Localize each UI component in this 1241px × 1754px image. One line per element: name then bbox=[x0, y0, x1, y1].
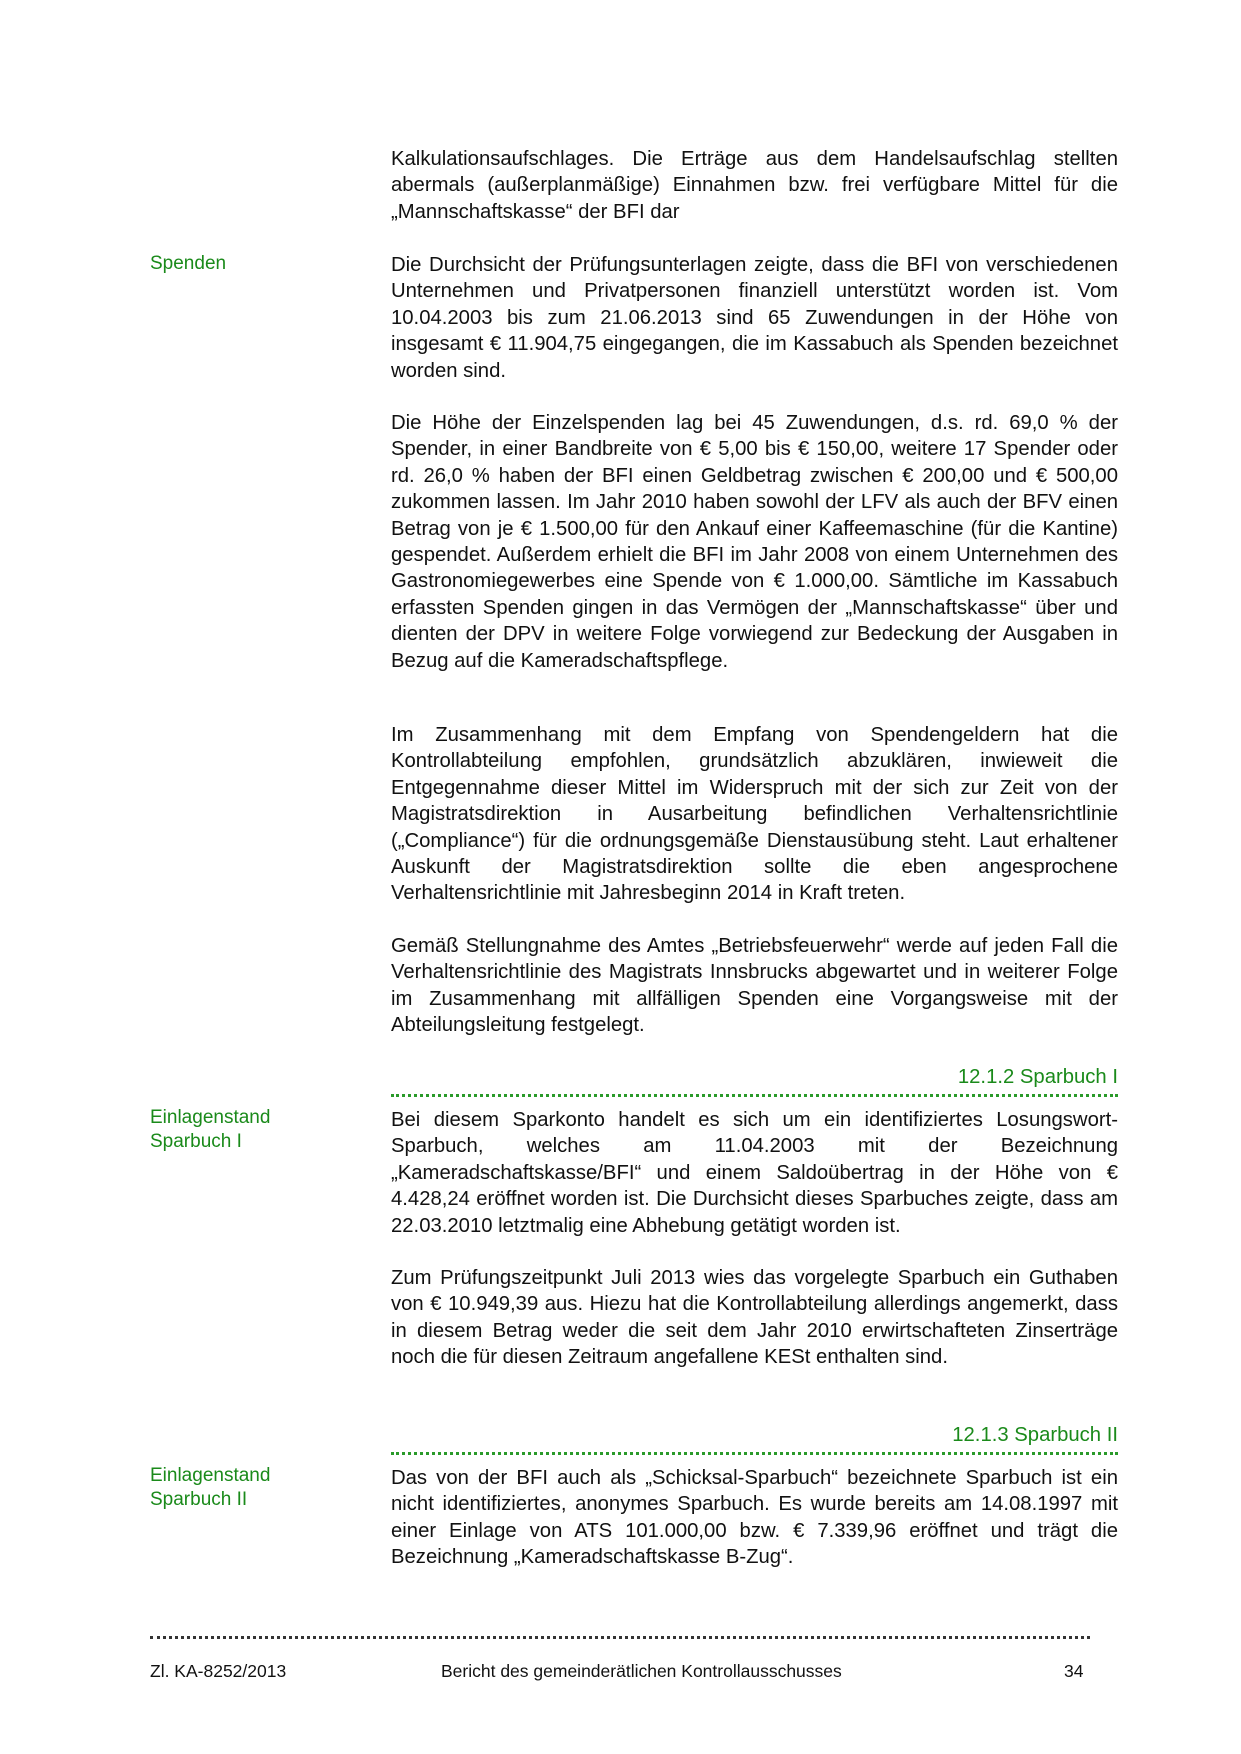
footer-report-title: Bericht des gemeinderätlichen Kontrollausschusses bbox=[441, 1661, 842, 1681]
margin-label-line: Einlagenstand bbox=[150, 1107, 271, 1128]
margin-label-line: Sparbuch II bbox=[150, 1489, 248, 1510]
paragraph-compliance: Im Zusammenhang mit dem Empfang von Spendengeldern hat die Kontrollabteilung empfohlen, grundsätzlich abzuklären, inwieweit die Entgegennahme dieser Mittel im Widerspruch mit der sich zur Zeit von der Magistratsdirektion in Ausarbeitung befindlichen Verhaltensrichtlinie („Compliance“) für die ordnungsgemäße Dienstausübung steht. Laut erhaltener Auskunft der Magistratsdirektion sollte die eben angesprochene Verhaltensrichtlinie mit Jahresbeginn 2014 in Kraft treten. bbox=[391, 724, 1118, 905]
paragraph-einzelspenden: Die Höhe der Einzelspenden lag bei 45 Zuwendungen, d.s. rd. 69,0 % der Spender, in einer Bandbreite von € 5,00 bis € 150,00, weitere 17 Spender oder rd. 26,0 % haben der BFI einen Geldbetrag zwischen € 200,00 und € 500,00 zukommen lassen. Im Jahr 2010 haben sowohl der LFV als auch der BFV einen Betrag von je € 1.500,00 für den Ankauf einer Kaffeemaschine (für die Kantine) gespendet. Außerdem erhielt die BFI im Jahr 2008 von einem Unternehmen des Gastronomiegewerbes eine Spende von € 1.000,00. Sämtliche im Kassabuch erfassten Spenden gingen in das Vermögen der „Mannschaftskasse“ über und dienten der DPV in weitere Folge vorwiegend zur Bedeckung der Ausgaben in Bezug auf die Kameradschaftspflege. bbox=[391, 412, 1118, 672]
paragraph-kalkulationsaufschlag: Kalkulationsaufschlages. Die Erträge aus dem Handelsaufschlag stellten abermals (außerplanmäßige) Einnahmen bzw. frei verfügbare Mittel für die „Mannschaftskasse“ der BFI dar bbox=[391, 148, 1118, 223]
page-number: 34 bbox=[1064, 1661, 1084, 1681]
paragraph-stellungnahme: Gemäß Stellungnahme des Amtes „Betriebsfeuerwehr“ werde auf jeden Fall die Verhaltensrichtlinie des Magistrats Innsbrucks abgewartet und in weiterer Folge im Zusammenhang mit allfälligen Spenden eine Vorgangsweise mit der Abteilungsleitung festgelegt. bbox=[391, 935, 1118, 1037]
section-heading-sparbuch-2: 12.1.3 Sparbuch II bbox=[952, 1424, 1118, 1446]
margin-label-line: Einlagenstand bbox=[150, 1465, 271, 1486]
margin-label-einlagenstand-1 bbox=[150, 1106, 350, 1154]
margin-label-spenden: Spenden bbox=[150, 253, 227, 274]
margin-label-einlagenstand-2 bbox=[150, 1464, 350, 1512]
paragraph-spenden-intro: Die Durchsicht der Prüfungsunterlagen zeigte, dass die BFI von verschiedenen Unternehmen und Privatpersonen finanziell unterstützt worden ist. Vom 10.04.2003 bis zum 21.06.2013 sind 65 Zuwendungen in der Höhe von insgesamt € 11.904,75 eingegangen, die im Kassabuch als Spenden bezeichnet worden sind. bbox=[391, 254, 1118, 382]
section-heading-sparbuch-1: 12.1.2 Sparbuch I bbox=[957, 1066, 1118, 1088]
section-divider-2 bbox=[391, 1452, 1118, 1455]
section-divider-1 bbox=[391, 1094, 1118, 1097]
footer-divider bbox=[150, 1636, 1090, 1639]
margin-label-line: Sparbuch I bbox=[150, 1131, 242, 1152]
paragraph-sparbuch-1: Bei diesem Sparkonto handelt es sich um ein identifiziertes Losungswort-Sparbuch, welches am 11.04.2003 mit der Bezeichnung „Kameradschaftskasse/BFI“ und einem Saldoübertrag in der Höhe von € 4.428,24 eröffnet worden ist. Die Durchsicht dieses Sparbuches zeigte, dass am 22.03.2010 letztmalig eine Abhebung getätigt worden ist. bbox=[391, 1109, 1118, 1237]
paragraph-pruefungszeitpunkt: Zum Prüfungszeitpunkt Juli 2013 wies das vorgelegte Sparbuch ein Guthaben von € 10.949,39 aus. Hiezu hat die Kontrollabteilung allerdings angemerkt, dass in diesem Betrag weder die seit dem Jahr 2010 erwirtschafteten Zinserträge noch die für diesen Zeitraum angefallene KESt enthalten sind. bbox=[391, 1267, 1118, 1369]
paragraph-sparbuch-2: Das von der BFI auch als „Schicksal-Sparbuch“ bezeichnete Sparbuch ist ein nicht identifiziertes, anonymes Sparbuch. Es wurde bereits am 14.08.1997 mit einer Einlage von ATS 101.000,00 bzw. € 7.339,96 eröffnet und trägt die Bezeichnung „Kameradschaftskasse B-Zug“. bbox=[391, 1467, 1118, 1569]
footer-reference: Zl. KA-8252/2013 bbox=[150, 1661, 287, 1681]
